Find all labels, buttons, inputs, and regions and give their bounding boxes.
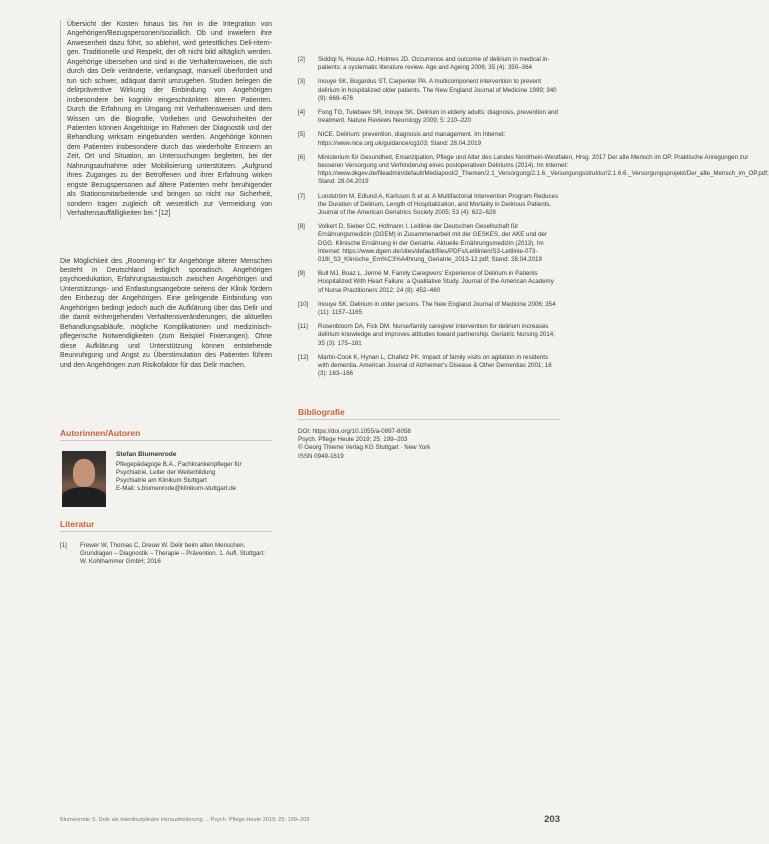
author-photo-shoulders	[62, 487, 106, 507]
reference-item	[60, 542, 272, 567]
page-number: 203	[544, 814, 560, 825]
author-line-2: Psychiatrie, Leiter der Weiterbildung	[116, 468, 216, 476]
reference-item	[298, 193, 560, 218]
reference-item	[298, 354, 560, 379]
literature-heading: Literatur	[60, 519, 272, 532]
author-photo	[62, 451, 106, 501]
reference-list-left	[60, 542, 272, 567]
reference-item	[298, 56, 560, 72]
reference-text: Ministerium für Gesundheit, Emanzipation, Pflege und Alter des Landes Nordrhein-Westfalen, Hrsg. 2017 Der alte Mensch im OP. Praktische Anregungen zur besseren Versorgung und Verhinderung eines postoperativen Deliriums (2014). Im Internet: https://www.dkgev.de/fileadmin/default/Mediapool/2_Themen/2.1_Versorgung/2.1.6._Versorgungsstruktur/2.1.6.6._Versorgungsprojekt/Der_alte_Mensch_im_OP.pdf; Stand: 28.04.2019	[318, 153, 769, 186]
reference-text: Siddiqi N, House AO, Holmes JD. Occurrence and outcome of delirium in medical in-patients: a systematic literature review. Age and Ageing 2006; 35 (4): 350–364	[318, 56, 550, 72]
bibliography-heading: Bibliografie	[298, 407, 560, 420]
reference-text: Volkert D, Sieber CC, Hofmann I. Leitlinie der Deutschen Gesellschaft für Ernährungsmedizin (DGEM) in Zusammenarbeit mit der GESKES, der AKE und der DGG. Klinische Ernährung in der Geriatrie. Aktuelle Ernährungsmedizin (2013). Im Internet: https://www.dgem.de/sites/default/files/PDFs/Leitlinien/S3-Leitlinie-073-019l_S3_Klinische_Ern%C3%A4hrung_Geriatrie_2013-12.pdf; Stand: 28.04.2019	[318, 223, 548, 264]
reference-item	[298, 323, 560, 348]
reference-item	[298, 131, 560, 147]
reference-number: [11]	[298, 323, 308, 331]
boxed-text: Übersicht der Kosten hinaus bis hin in die Integration von Angehörigen/Bezugspersonen/soziallich. Ob und inwiefern ihre Anwesenheit dazu führt, so ablehnt, wird getesttliches Deli-riterrigen. Traditionelle und Respekt, der oft nicht bild alltäglich werden. Angehörige übersehen und sind in die Verhaltensweisen, die sich durch das Delir veränderte, verlangsagt, manuell überfordert und tun sich schwer, adäquat damit umzugehen. Studien belegen die delirpräventive Wirkung der Einbindung von Angehörigen insbesondere bei kognitiv eingeschränkten älteren Patienten. Durch die Erfahrung im Umgang mit Verhaltensweisen und dem Wissen um die Biografie, Vorlieben und Gewohnheiten der Patienten können Angehörige im Rahmen der Diagnostik und der Behandlung wirksam eingebunden werden. Angehörige können dem Patienten insbesondere durch das wiederholte Erinnern an Zeit, Ort und Situation, an Untersuchungen begleiten, bei der Nahrungsaufnahme oder Mobilisierung unterstützen. „Aufgrund ihres Zuganges zu der Betroffenen und ihrer Erfahrung wirken engste Bezugspersonen auf ältere Patienten mehr beruhigender als Stationsmitarbeitende und bringen so nicht nur Sicherheit, sondern tragen zugleich oft wesentlich zur Vermeidung von Verhaltensauffälligkeiten bei.“ [12]	[60, 20, 272, 219]
reference-text: Rosenbloom DA, Fick DM. Nurse/family caregiver intervention for delirium increases delirium knowledge and improves attitudes toward partnership. Geriatric Nursing 2014; 35 (3): 175–181	[318, 323, 555, 347]
reference-number: [4]	[298, 109, 305, 117]
author-line-1: Pflegepädagoge B.A., Fachkrankenpfleger für	[116, 460, 242, 468]
reference-number: [5]	[298, 131, 305, 139]
reference-text: Lundström M, Edlund A, Karlsson S et al. A Multifactorial Intervention Program Reduces the Duration of Delirium, Length of Hospitalization, and Mortality in Delirious Patients. Journal of the American Geriatrics Society 2005; 53 (4): 622–628	[318, 192, 559, 217]
right-column	[298, 56, 769, 461]
reference-number: [6]	[298, 153, 305, 161]
page-footer	[60, 814, 560, 825]
reference-item	[298, 223, 560, 264]
reference-number: [9]	[298, 270, 305, 278]
reference-text: Inouye SK. Delirium in older persons. The New England Journal of Medicine 2006; 354 (11): 1157–1165	[318, 300, 556, 317]
author-heading: Autorinnen/Autoren	[60, 428, 272, 441]
biblio-issn: ISSN 0949-1619	[298, 452, 344, 460]
biblio-doi[interactable]: DOI: https://doi.org/10.1055/a-0997-8058	[298, 427, 411, 435]
reference-text: NICE. Delirium: prevention, diagnosis and management. Im Internet: https://www.nice.org.uk/guidance/cg103; Stand: 28.04.2019	[318, 131, 506, 147]
reference-item	[298, 109, 560, 125]
reference-number: [2]	[298, 56, 305, 63]
biblio-journal: Psych. Pflege Heute 2019; 25: 199–203	[298, 435, 408, 443]
body-paragraph: Die Möglichkeit des „Rooming-in“ für Angehörige älterer Menschen besteht in Deutschland lediglich sporadisch. Angehörigen psychoedukation, Erfahrungsaustausch zwischen Angehörigen und Unterstützungs- und Entlastungsangebote seitens der Klinik fördern den Einbezug der Angehörigen. Eine gelingende Einbindung von Angehörigen bedingt jedoch auch die Aufklärung über das Delir und die damit einhergehenden Verhaltensveränderungen, die aktuellen Behandlungsabläufe, mögliche Komplikationen und medizinisch-pflegerische Notwendigkeiten (zum Beispiel Fixierungen). Ohne diese Aufklärung und Unterstützung können entstehende Beunruhigung und Angst zu Überstimulation des Patienten führen und den Angehörigen zum Risikofaktor für das Delir machen.	[60, 257, 272, 369]
reference-number: [3]	[298, 78, 305, 86]
reference-list-right	[298, 56, 769, 379]
reference-number: [8]	[298, 223, 305, 231]
reference-text: Martin-Cook K, Hynan L, Chafetz PK. Impact of family visits on agitation in residents with dementia. American Journal of Alzheimer's Disease & Other Dementias 2001; 16 (3): 163–166	[318, 353, 552, 378]
author-email[interactable]: E-Mail: s.blumenrode@klinikum-stuttgart.de	[116, 484, 237, 492]
author-name: Stefan Blumenrode	[116, 450, 177, 458]
reference-number: [10]	[298, 300, 309, 308]
reference-number: [1]	[60, 541, 67, 549]
author-block	[60, 451, 272, 501]
reference-item	[298, 270, 560, 295]
reference-text: Inouye SK, Bogardus ST, Carpenter PA. A multicomponent intervention to prevent delirium in hospitalized older patients. The New England Journal of Medicine 1999; 340 (9): 669–676	[318, 78, 557, 102]
reference-text: Frewer W, Thomas C, Dreuw W. Delir beim alten Menschen. Grundlagen – Diagnostik – Therapie – Prävention. 1. Aufl. Stuttgart: W. Kohlhammer GmbH; 2016	[80, 541, 265, 566]
author-info	[116, 451, 242, 501]
footer-citation: Blumenrode S. Delir als interdisziplinäre Herausforderung ... Psych. Pflege Heute 2019; 25: 199–203	[60, 816, 310, 823]
reference-number: [12]	[298, 353, 309, 361]
biblio-publisher: © Georg Thieme Verlag KG Stuttgart · New York	[298, 444, 431, 452]
author-line-3: Psychiatrie am Klinikum Stuttgart	[116, 476, 207, 484]
author-photo-face	[73, 459, 95, 487]
reference-item	[298, 301, 560, 317]
left-column	[60, 20, 272, 573]
reference-item	[298, 153, 769, 187]
reference-item	[298, 78, 560, 103]
reference-number: [7]	[298, 192, 305, 200]
reference-text: Bull MJ, Boaz L, Jermé M. Family Caregivers' Experience of Delirium in Patients Hospitalized With Heart Failure: a Qualitative Study. Journal of the American Academy of Nurse Practitioners 2012; 24 (8): 452–460	[318, 270, 554, 294]
bibliography-block	[298, 428, 560, 462]
reference-text: Fong TG, Tulebaev SR, Inouye SK. Delirium in elderly adults: diagnosis, prevention and treatment. Nature Reviews Neurology 2009; 5: 210–220	[318, 109, 558, 125]
